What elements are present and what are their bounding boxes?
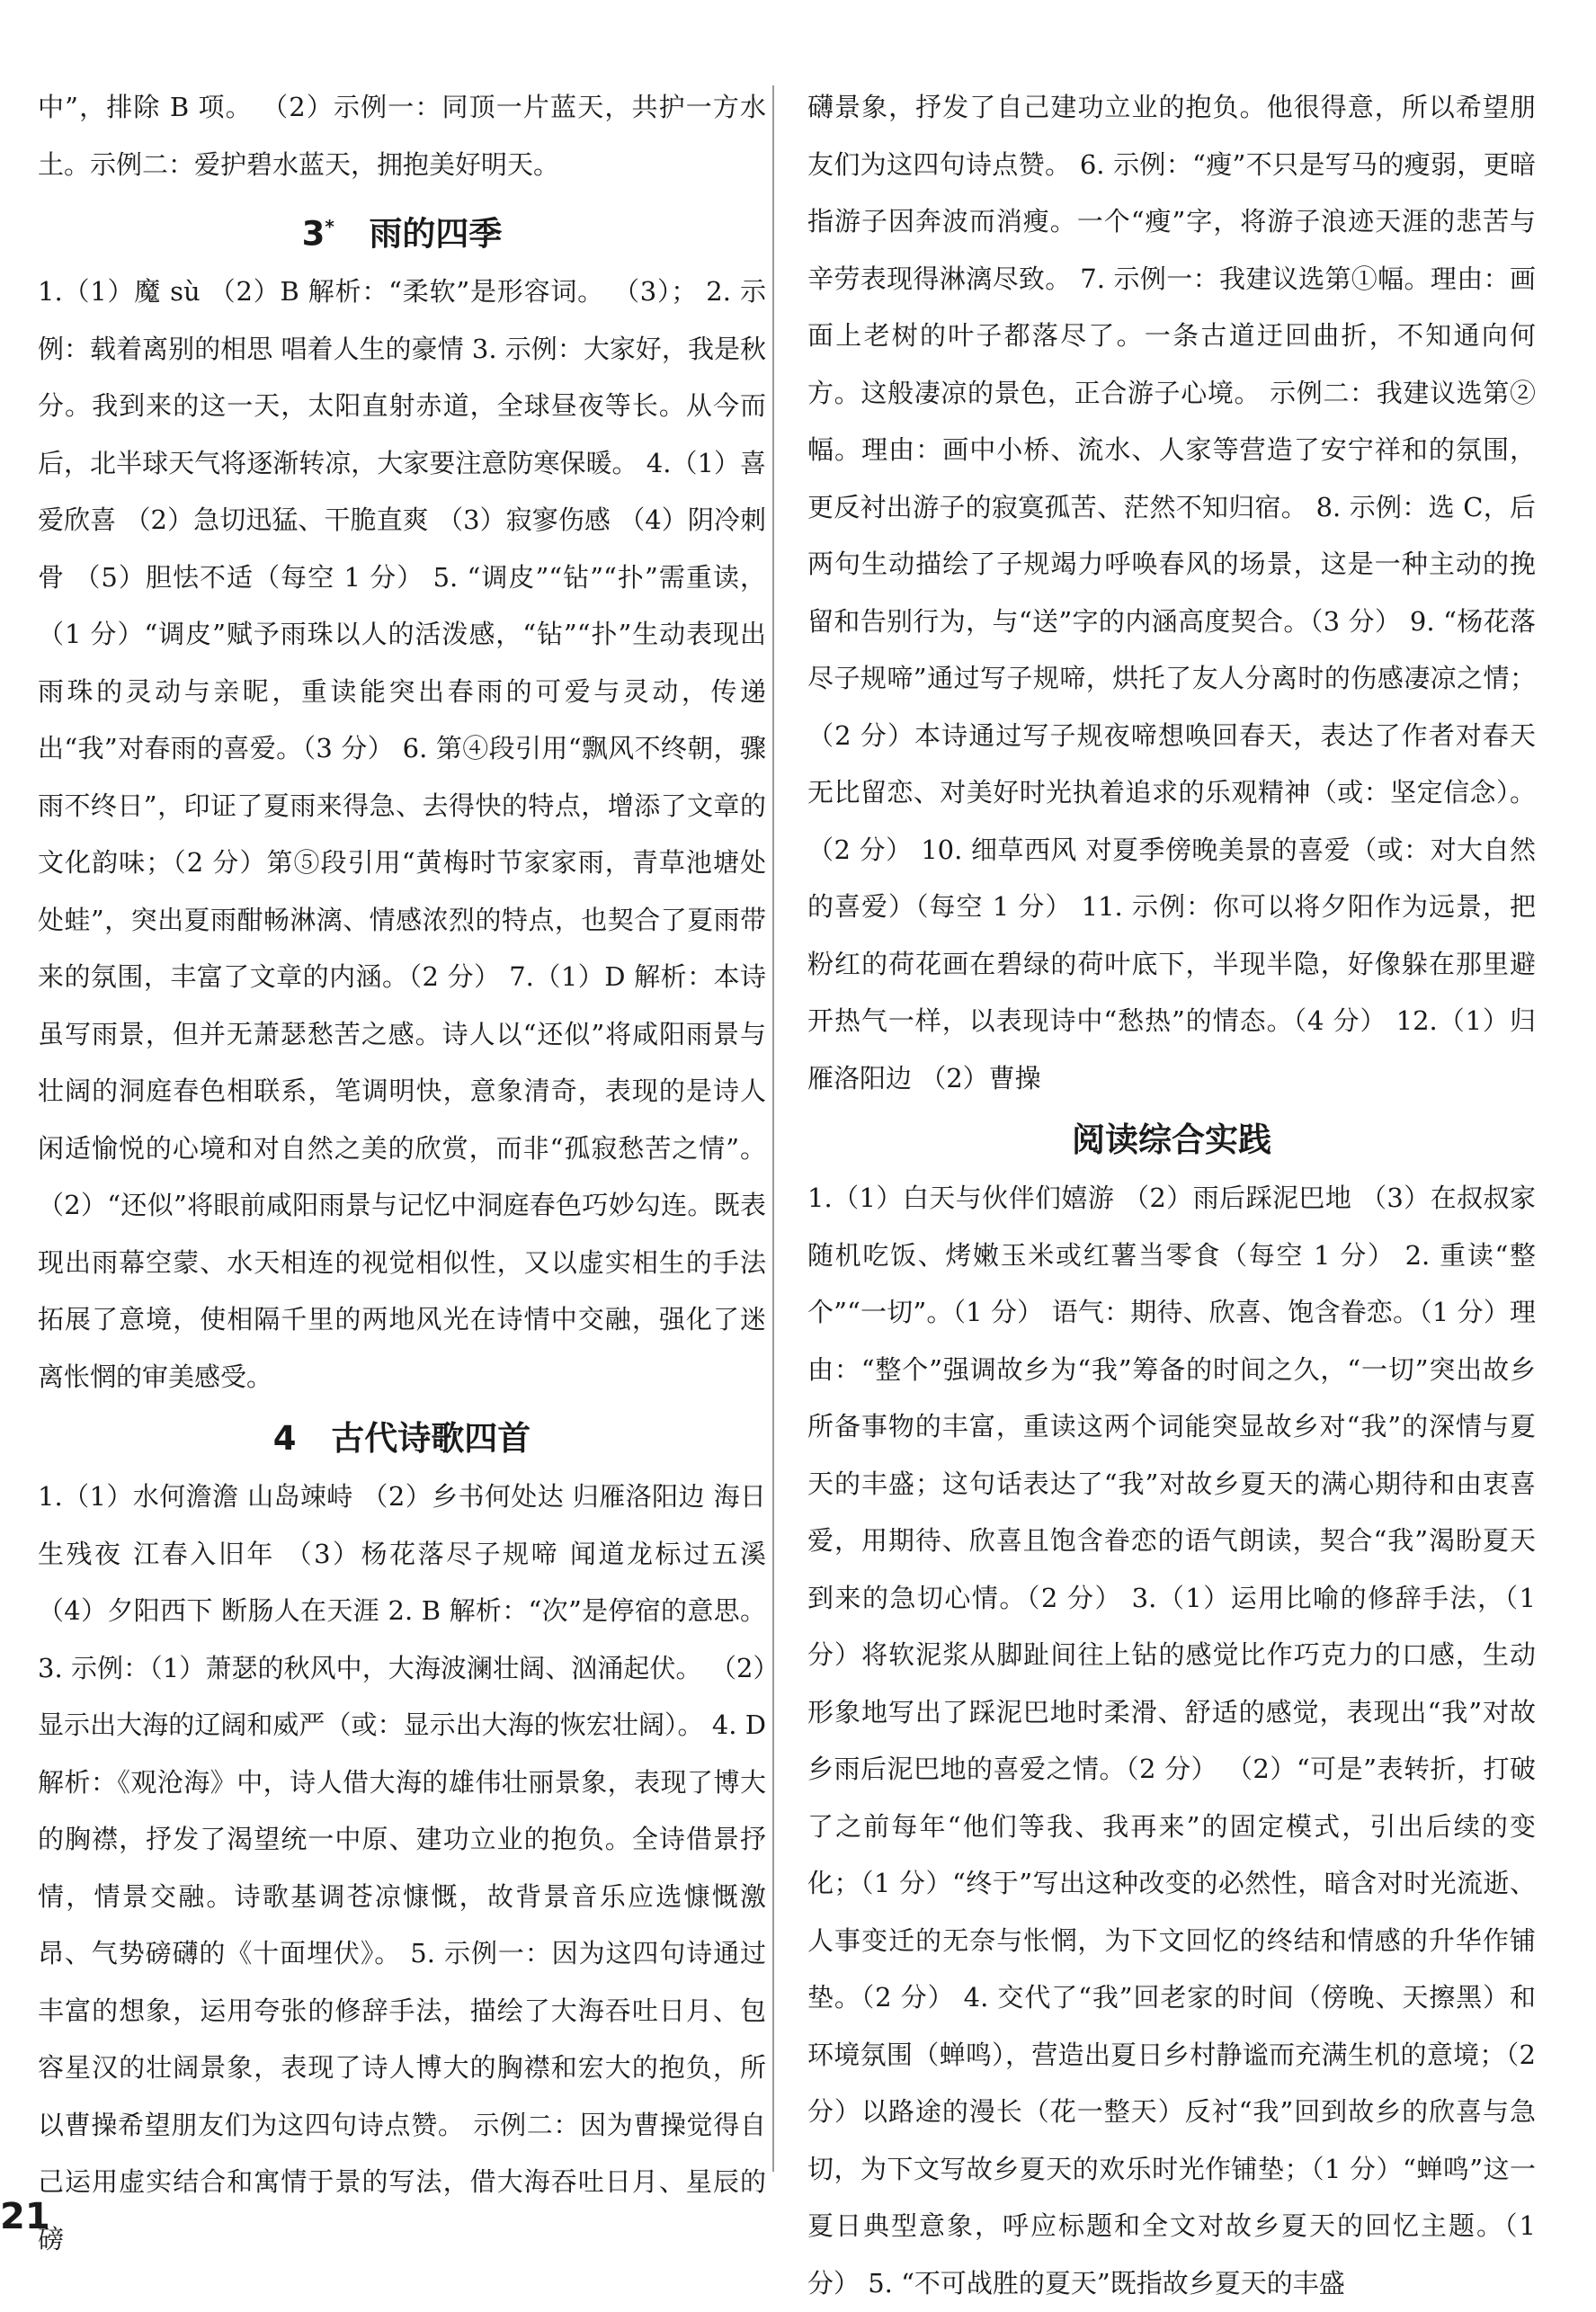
answer-paragraph: 1.（1）魔 sù （2）B 解析：“柔软”是形容词。 （3）； 2. 示例：载着离别的相思 唱着人生的豪情 3. 示例：大家好，我是秋分。我到来的这一天，太阳直射赤道，全球昼夜等长。从今而后，北半球天气将逐渐转凉，大家要注意防寒保暖。 4.（1）喜爱欣喜 （2）急切迅猛、干脆直爽 （3）寂寥伤感 （4）阴冷刺骨 （5）胆怯不适（每空 1 分） 5. “调皮”“钻”“扑”需重读，（1 分）“调皮”赋予雨珠以人的活泼感，“钻”“扑”生动表现出雨珠的灵动与亲昵，重读能突出春雨的可爱与灵动，传递出“我”对春雨的喜爱。（3 分） 6. 第④段引用“飘风不终朝，骤雨不终日”，印证了夏雨来得急、去得快的特点，增添了文章的文化韵味；（2 分）第⑤段引用“黄梅时节家家雨，青草池塘处处蛙”，突出夏雨酣畅淋漓、情感浓烈的特点，也契合了夏雨带来的氛围，丰富了文章的内涵。（2 分） 7.（1）D 解析：本诗虽写雨景，但并无萧瑟愁苦之感。诗人以“还似”将咸阳雨景与壮阔的洞庭春色相联系，笔调明快，意象清奇，表现的是诗人闲适愉悦的心境和对自然之美的欣赏，而非“孤寂愁苦之情”。 （2）“还似”将眼前咸阳雨景与记忆中洞庭春色巧妙勾连。既表现出雨幕空蒙、水天相连的视觉相似性，又以虚实相生的手法拓展了意境，使相隔千里的两地风光在诗情中交融，强化了迷离怅惘的审美感受。 (38, 276, 766, 1392)
answer-paragraph: 1.（1）白天与伙伴们嬉游 （2）雨后踩泥巴地 （3）在叔叔家随机吃饭、烤嫩玉米或红薯当零食（每空 1 分） 2. 重读“整个”“一切”。（1 分） 语气：期待、欣喜、饱含眷恋。（1 分）理由：“整个”强调故乡为“我”筹备的时间之久，“一切”突出故乡所备事物的丰富，重读这两个词能突显故乡对“我”的深情与夏天的丰盛；这句话表达了“我”对故乡夏天的满心期待和由衷喜爱，用期待、欣喜且饱含眷恋的语气朗读，契合“我”渴盼夏天到来的急切心情。（2 分） 3.（1）运用比喻的修辞手法，（1 分）将软泥浆从脚趾间往上钻的感觉比作巧克力的口感，生动形象地写出了踩泥巴地时柔滑、舒适的感觉，表现出“我”对故乡雨后泥巴地的喜爱之情。（2 分） （2）“可是”表转折，打破了之前每年“他们等我、我再来”的固定模式，引出后续的变化；（1 分）“终于”写出这种改变的必然性，暗含对时光流逝、人事变迁的无奈与怅惘，为下文回忆的终结和情感的升华作铺垫。（2 分） 4. 交代了“我”回老家的时间（傍晚、天擦黑）和环境氛围（蝉鸣），营造出夏日乡村静谧而充满生机的意境；（2 分）以路途的漫长（花一整天）反衬“我”回到故乡的欣喜与急切，为下文写故乡夏天的欢乐时光作铺垫；（1 分）“蝉鸣”这一夏日典型意象，呼应标题和全文对故乡夏天的回忆主题。（1 分） 5. “不可战胜的夏天”既指故乡夏天的丰盛 (807, 1183, 1536, 2299)
section-number: 3 (301, 214, 325, 254)
section-heading (38, 1411, 766, 1467)
section-number: 4 (272, 1419, 297, 1459)
answer-paragraph: 1.（1）水何澹澹 山岛竦峙 （2）乡书何处达 归雁洛阳边 海日生残夜 江春入旧年 （3）杨花落尽子规啼 闻道龙标过五溪 （4）夕阳西下 断肠人在天涯 2. B 解析：“次”是停宿的意思。 3. 示例：（1）萧瑟的秋风中，大海波澜壮阔、汹涌起伏。 （2）显示出大海的辽阔和威严（或：显示出大海的恢宏壮阔）。 4. D 解析：《观沧海》中，诗人借大海的雄伟壮丽景象，表现了博大的胸襟，抒发了渴望统一中原、建功立业的抱负。全诗借景抒情，情景交融。诗歌基调苍凉慷慨，故背景音乐应选慷慨激昂、气势磅礴的《十面埋伏》。 5. 示例一：因为这四句诗通过丰富的想象，运用夸张的修辞手法，描绘了大海吞吐日月、包容星汉的壮阔景象，表现了诗人博大的胸襟和宏大的抱负，所以曹操希望朋友们为这四句诗点赞。 示例二：因为曹操觉得自己运用虚实结合和寓情于景的写法，借大海吞吐日月、星辰的磅 (38, 1481, 766, 2254)
section-mark: * (325, 216, 334, 237)
left-column (38, 79, 766, 2268)
section-title: 雨的四季 (369, 214, 503, 254)
section-title: 古代诗歌四首 (331, 1419, 531, 1459)
right-column (807, 79, 1536, 2312)
answer-paragraph: 中”，排除 B 项。 （2）示例一：同顶一片蓝天，共护一方水土。示例二：爱护碧水蓝天，拥抱美好明天。 (38, 92, 766, 180)
section-heading (807, 1112, 1536, 1168)
page-number: 21 (0, 2196, 50, 2237)
section-heading (38, 199, 766, 262)
column-divider (772, 85, 774, 2172)
answer-paragraph: 礴景象，抒发了自己建功立业的抱负。他很得意，所以希望朋友们为这四句诗点赞。 6. 示例：“瘦”不只是写马的瘦弱，更暗指游子因奔波而消瘦。一个“瘦”字，将游子浪迹天涯的悲苦与辛劳表现得淋漓尽致。 7. 示例一：我建议选第①幅。理由：画面上老树的叶子都落尽了。一条古道迂回曲折，不知通向何方。这般凄凉的景色，正合游子心境。 示例二：我建议选第②幅。理由：画中小桥、流水、人家等营造了安宁祥和的氛围，更反衬出游子的寂寞孤苦、茫然不知归宿。 8. 示例：选 C，后两句生动描绘了子规竭力呼唤春风的场景，这是一种主动的挽留和告别行为，与“送”字的内涵高度契合。（3 分） 9. “杨花落尽子规啼”通过写子规啼，烘托了友人分离时的伤感凄凉之情；（2 分）本诗通过写子规夜啼想唤回春天，表达了作者对春天无比留恋、对美好时光执着追求的乐观精神（或：坚定信念）。（2 分） 10. 细草西风 对夏季傍晚美景的喜爱（或：对大自然的喜爱）（每空 1 分） 11. 示例：你可以将夕阳作为远景，把粉红的荷花画在碧绿的荷叶底下，半现半隐，好像躲在那里避开热气一样，以表现诗中“愁热”的情态。（4 分） 12.（1）归雁洛阳边 （2）曹操 (807, 92, 1536, 1094)
section-title: 阅读综合实践 (1072, 1120, 1271, 1159)
